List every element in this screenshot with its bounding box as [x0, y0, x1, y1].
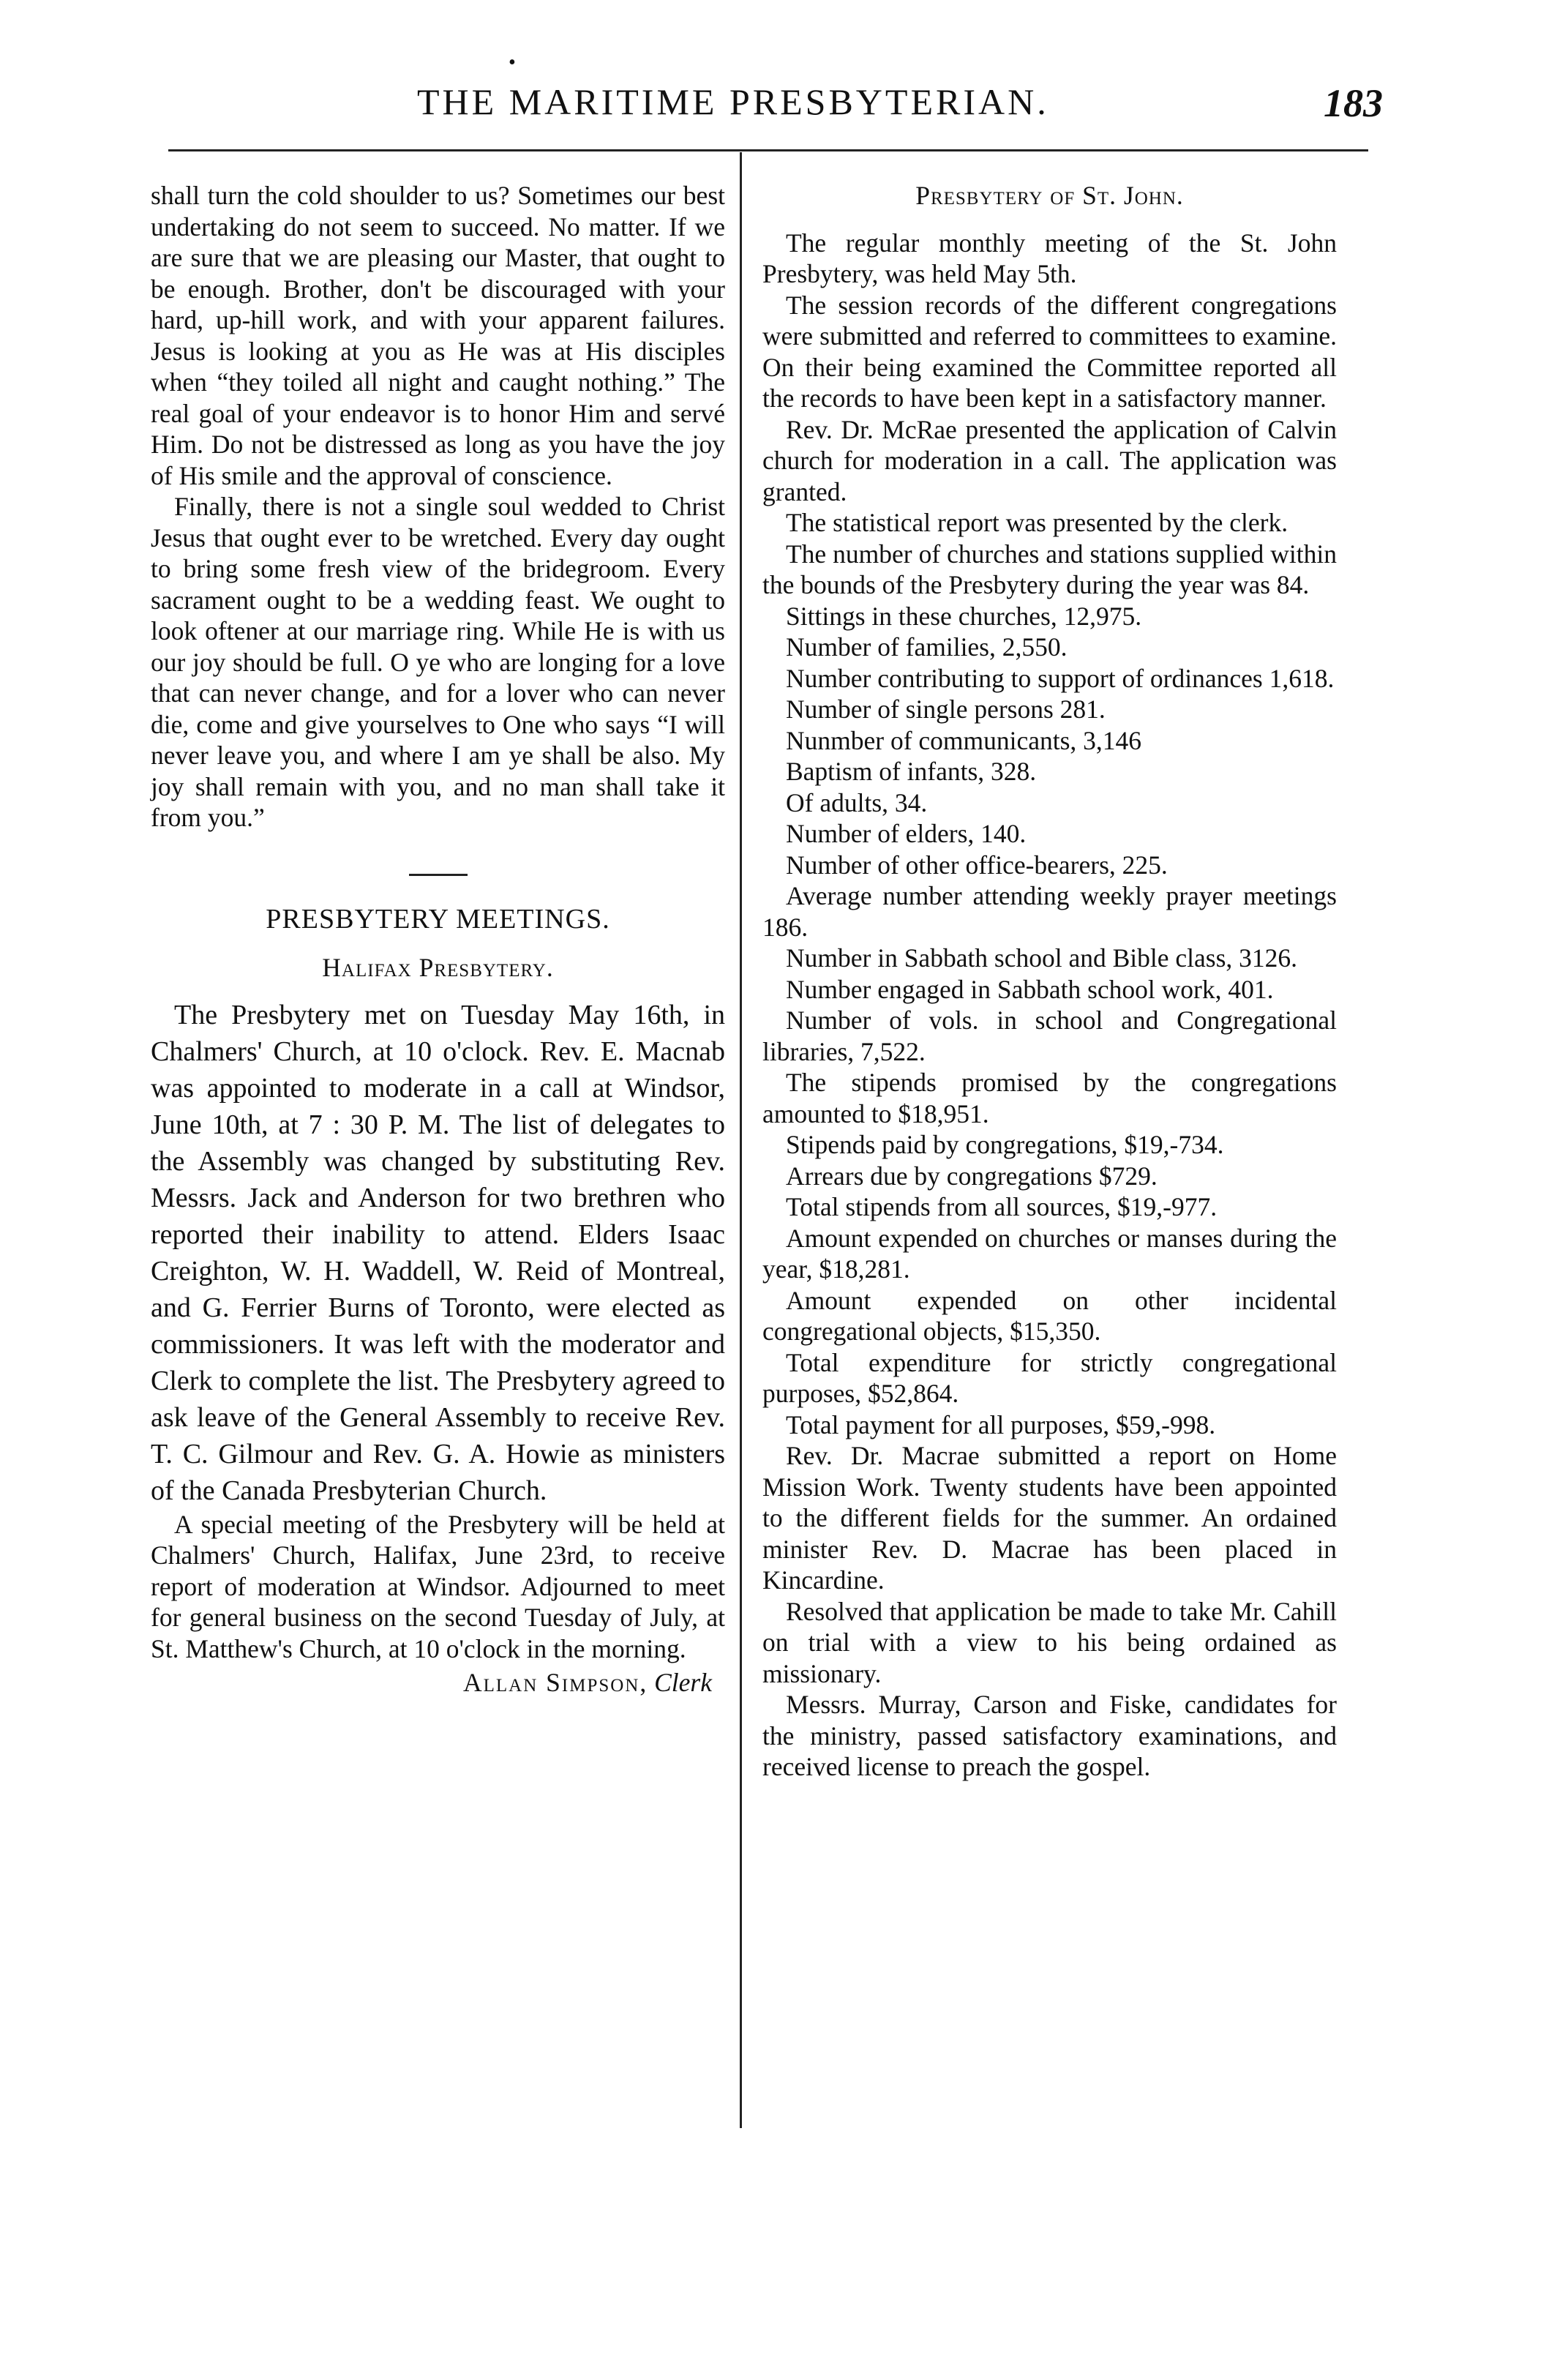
signature-role: Clerk [654, 1668, 712, 1697]
stat-line: Number of single persons 281. [786, 694, 1106, 724]
stat-line: Nunmber of communicants, 3,146 [786, 725, 1142, 755]
stat-line: Number in Sabbath school and Bible class, 3126. [786, 943, 1298, 973]
stat-line: Stipends paid by congregations, $19,-734. [786, 1130, 1224, 1159]
st-john-paragraph: The regular monthly meeting of the St. John Presbytery, was held May 5th. [762, 228, 1337, 288]
article-paragraph: Finally, there is not a single soul wedded to Christ Jesus that ought ever to be wretched. Every day ought to bring some fresh view of the bridegroom. Every sacrament ought to be a wedding feast. We ought to look oftener at our marriage ring. While He is with us our joy should be full. O ye who are longing for a love that can never change, and for a lover who can never die, come and give yourselves to One who says “I will never leave you, and where I am ye shall be also. My joy shall remain with you, and no man shall take it from you.” [151, 492, 725, 832]
stat-line: Total stipends from all sources, $19,-977. [786, 1192, 1218, 1221]
left-column [151, 180, 725, 1699]
stat-line: Arrears due by congregations $729. [786, 1161, 1158, 1191]
stat-line: Number of families, 2,550. [786, 632, 1068, 662]
st-john-paragraph: Rev. Dr. McRae presented the application of Calvin church for moderation in a call. The application was granted. [762, 414, 1337, 506]
stat-line: Amount expended on churches or manses during the year, $18,281. [762, 1223, 1337, 1284]
stat-line: The stipends promised by the congregations amounted to $18,951. [762, 1068, 1337, 1128]
st-john-paragraph: Messrs. Murray, Carson and Fiske, candidates for the ministry, passed satisfactory examinations, and received license to preach the gospel. [762, 1690, 1337, 1781]
halifax-paragraph: The Presbytery met on Tuesday May 16th, in Chalmers' Church, at 10 o'clock. Rev. E. Macnab was appointed to moderate in a call at Windsor, June 10th, at 7 : 30 P. M. The list of delegates to the Assembly was changed by substituting Rev. Messrs. Jack and Anderson for two brethren who reported their inability to attend. Elders Isaac Creighton, W. H. Waddell, W. Reid of Montreal, and G. Ferrier Burns of Toronto, were elected as commissioners. It was left with the moderator and Clerk to complete the list. The Presbytery agreed to ask leave of the General Assembly to receive Rev. T. C. Gilmour and Rev. G. A. Howie as ministers of the Canada Presbyterian Church. [151, 999, 725, 1506]
stat-line: Total payment for all purposes, $59,-998. [786, 1409, 1216, 1439]
stat-line: Baptism of infants, 328. [786, 757, 1037, 786]
section-title: PRESBYTERY MEETINGS. [266, 903, 610, 935]
running-title: THE MARITIME PRESBYTERIAN. [417, 81, 1049, 122]
st-john-paragraph: Rev. Dr. Macrae submitted a report on Home Mission Work. Twenty students have been appointed to the different fields for the summer. An ordained minister Rev. D. Macrae has been placed in Kincardine. [762, 1441, 1337, 1595]
stat-line: Average number attending weekly prayer meetings 186. [762, 881, 1337, 942]
stat-line: Total expenditure for strictly congregational purposes, $52,864. [762, 1347, 1337, 1408]
stat-line: Number of vols. in school and Congregational libraries, 7,522. [762, 1006, 1337, 1066]
st-john-paragraph: The number of churches and stations supplied within the bounds of the Presbytery during the year was 84. [762, 539, 1337, 599]
continued-paragraph: shall turn the cold shoulder to us? Sometimes our best undertaking do not seem to succeed. No matter. If we are sure that we are pleasing our Master, that ought to be enough. Brother, don't be discouraged with your hard, up-hill work, and with your apparent failures. Jesus is looking at you as He was at His disciples when “they toiled all night and caught nothing.” The real goal of your endeavor is to honor Him and servé Him. Do not be distressed as long as you have the joy of His smile and the approval of conscience. [151, 181, 725, 490]
st-john-paragraph: Resolved that application be made to take Mr. Cahill on trial with a view to his being ordained as missionary. [762, 1596, 1337, 1688]
signature-name: Allan Simpson, [462, 1668, 648, 1697]
stat-line: Number engaged in Sabbath school work, 401. [786, 974, 1274, 1004]
halifax-paragraph: A special meeting of the Presbytery will be held at Chalmers' Church, Halifax, June 23rd, to receive report of moderation at Windsor. Adjourned to meet for general business on the second Tuesday of July, at St. Matthew's Church, at 10 o'clock in the morning. [151, 1509, 725, 1663]
stat-line: Of adults, 34. [786, 787, 928, 817]
st-john-paragraph: The statistical report was presented by the clerk. [786, 508, 1288, 537]
st-john-heading: Presbytery of St. John. [915, 181, 1184, 210]
header-ornament: • [509, 51, 516, 74]
section-separator [409, 874, 468, 876]
page-header [154, 51, 1383, 133]
column-divider [740, 152, 742, 2128]
st-john-paragraph: The session records of the different congregations were submitted and referred to committees to examine. On their being examined the Committee reported all the records to have been kept in a satisfactory manner. [762, 290, 1337, 413]
stat-line: Number contributing to support of ordinances 1,618. [786, 663, 1335, 693]
halifax-heading: Halifax Presbytery. [322, 953, 554, 982]
stat-line: Number of other office-bearers, 225. [786, 850, 1168, 880]
stat-line: Sittings in these churches, 12,975. [786, 601, 1142, 631]
right-column [762, 180, 1337, 1783]
signature [151, 1667, 725, 1699]
header-rule [168, 149, 1368, 151]
page-number: 183 [1324, 81, 1383, 125]
stat-line: Number of elders, 140. [786, 819, 1027, 848]
stat-line: Amount expended on other incidental congregational objects, $15,350. [762, 1285, 1337, 1346]
